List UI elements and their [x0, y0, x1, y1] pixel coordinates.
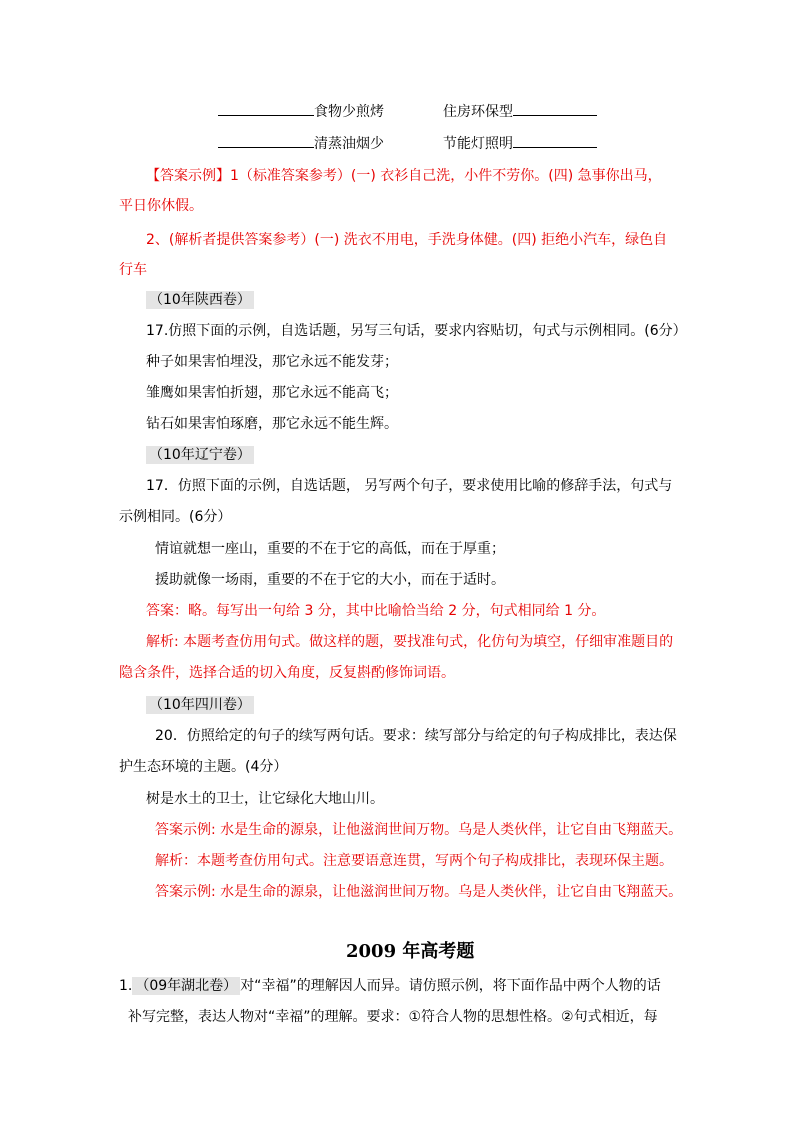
question-text: 对“幸福”的理解因人而异。请仿照示例，将下面作品中两个人物的话 [240, 978, 661, 994]
liaoning-answer: 答案：略。每写出一句给 3 分，其中比喻恰当给 2 分，句式相同给 1 分。 [146, 603, 606, 619]
shaanxi-tag-line [146, 290, 254, 310]
row-right-text: 住房环保型 [443, 104, 513, 120]
exam-source-tag: （09年湖北卷） [132, 977, 240, 995]
sichuan-answer-2: 答案示例: 水是生命的源泉，让他滋润世间万物。乌是人类伙伴，让它自由飞翔蓝天。 [155, 884, 683, 900]
row-left-text: 清蒸油烟少 [314, 136, 384, 152]
fill-row-1 [218, 101, 384, 122]
shaanxi-question: 17.仿照下面的示例，自选话题，另写三句话，要求内容贴切，句式与示例相同。(6分） [146, 323, 687, 339]
sichuan-question-line2: 护生态环境的主题。(4分） [119, 759, 288, 775]
shaanxi-example-2: 雏鹰如果害怕折翅，那它永远不能高飞； [146, 385, 398, 401]
liaoning-question-line1: 17．仿照下面的示例，自选话题， 另写两个句子，要求使用比喻的修辞手法，句式与 [146, 478, 673, 494]
answer1-line2: 平日你休假。 [119, 198, 203, 214]
fill-row-2 [218, 133, 384, 154]
blank-line [218, 101, 314, 116]
shaanxi-example-1: 种子如果害怕埋没，那它永远不能发芽； [146, 354, 398, 370]
liaoning-example-2: 援助就像一场雨，重要的不在于它的大小，而在于适时。 [155, 572, 505, 588]
section-title: 2009 年高考题 [346, 941, 475, 962]
exam-source-tag: （10年四川卷） [146, 696, 254, 714]
row-left-text: 食物少煎烤 [314, 104, 384, 120]
liaoning-question-line2: 示例相同。(6分） [119, 509, 232, 525]
sichuan-tag-line [146, 695, 254, 715]
exam-source-tag: （10年陕西卷） [146, 291, 254, 309]
sichuan-example: 树是水土的卫士，让它绿化大地山川。 [146, 791, 384, 807]
sichuan-answer-1: 答案示例: 水是生命的源泉，让他滋润世间万物。乌是人类伙伴，让它自由飞翔蓝天。 [155, 822, 683, 838]
liaoning-analysis-line1: 解析: 本题考查仿用句式。做这样的题，要找准句式，化仿句为填空，仔细审准题目的 [146, 634, 674, 650]
question-number: 1. [119, 978, 133, 994]
blank-line [513, 101, 597, 116]
liaoning-tag-line [146, 445, 254, 465]
shaanxi-example-3: 钻石如果害怕琢磨，那它永远不能生辉。 [146, 416, 398, 432]
q2009-line1 [119, 976, 661, 996]
row-right-text: 节能灯照明 [443, 136, 513, 152]
answer2-line1: 2、(解析者提供答案参考）(一) 洗衣不用电，手洗身体健。(四) 拒绝小汽车，绿色自 [146, 232, 668, 248]
fill-row-2-right [443, 133, 597, 154]
answer1-line1: 【答案示例】1（标准答案参考）(一) 衣衫自己洗，小件不劳你。(四) 急事你出马， [146, 168, 662, 184]
q2009-line2: 补写完整，表达人物对“幸福”的理解。要求：①符合人物的思想性格。②句式相近，每 [128, 1009, 658, 1025]
sichuan-question-line1: 20．仿照给定的句子的续写两句话。要求：续写部分与给定的句子构成排比，表达保 [155, 728, 677, 744]
exam-source-tag: （10年辽宁卷） [146, 446, 254, 464]
blank-line [218, 133, 314, 148]
liaoning-example-1: 情谊就想一座山，重要的不在于它的高低，而在于厚重； [155, 541, 505, 557]
answer2-line2: 行车 [119, 262, 147, 278]
liaoning-analysis-line2: 隐含条件，选择合适的切入角度，反复斟酌修饰词语。 [119, 665, 455, 681]
sichuan-analysis: 解析：本题考查仿用句式。注意要语意连贯，写两个句子构成排比，表现环保主题。 [155, 853, 673, 869]
fill-row-1-right [443, 101, 597, 122]
blank-line [513, 133, 597, 148]
